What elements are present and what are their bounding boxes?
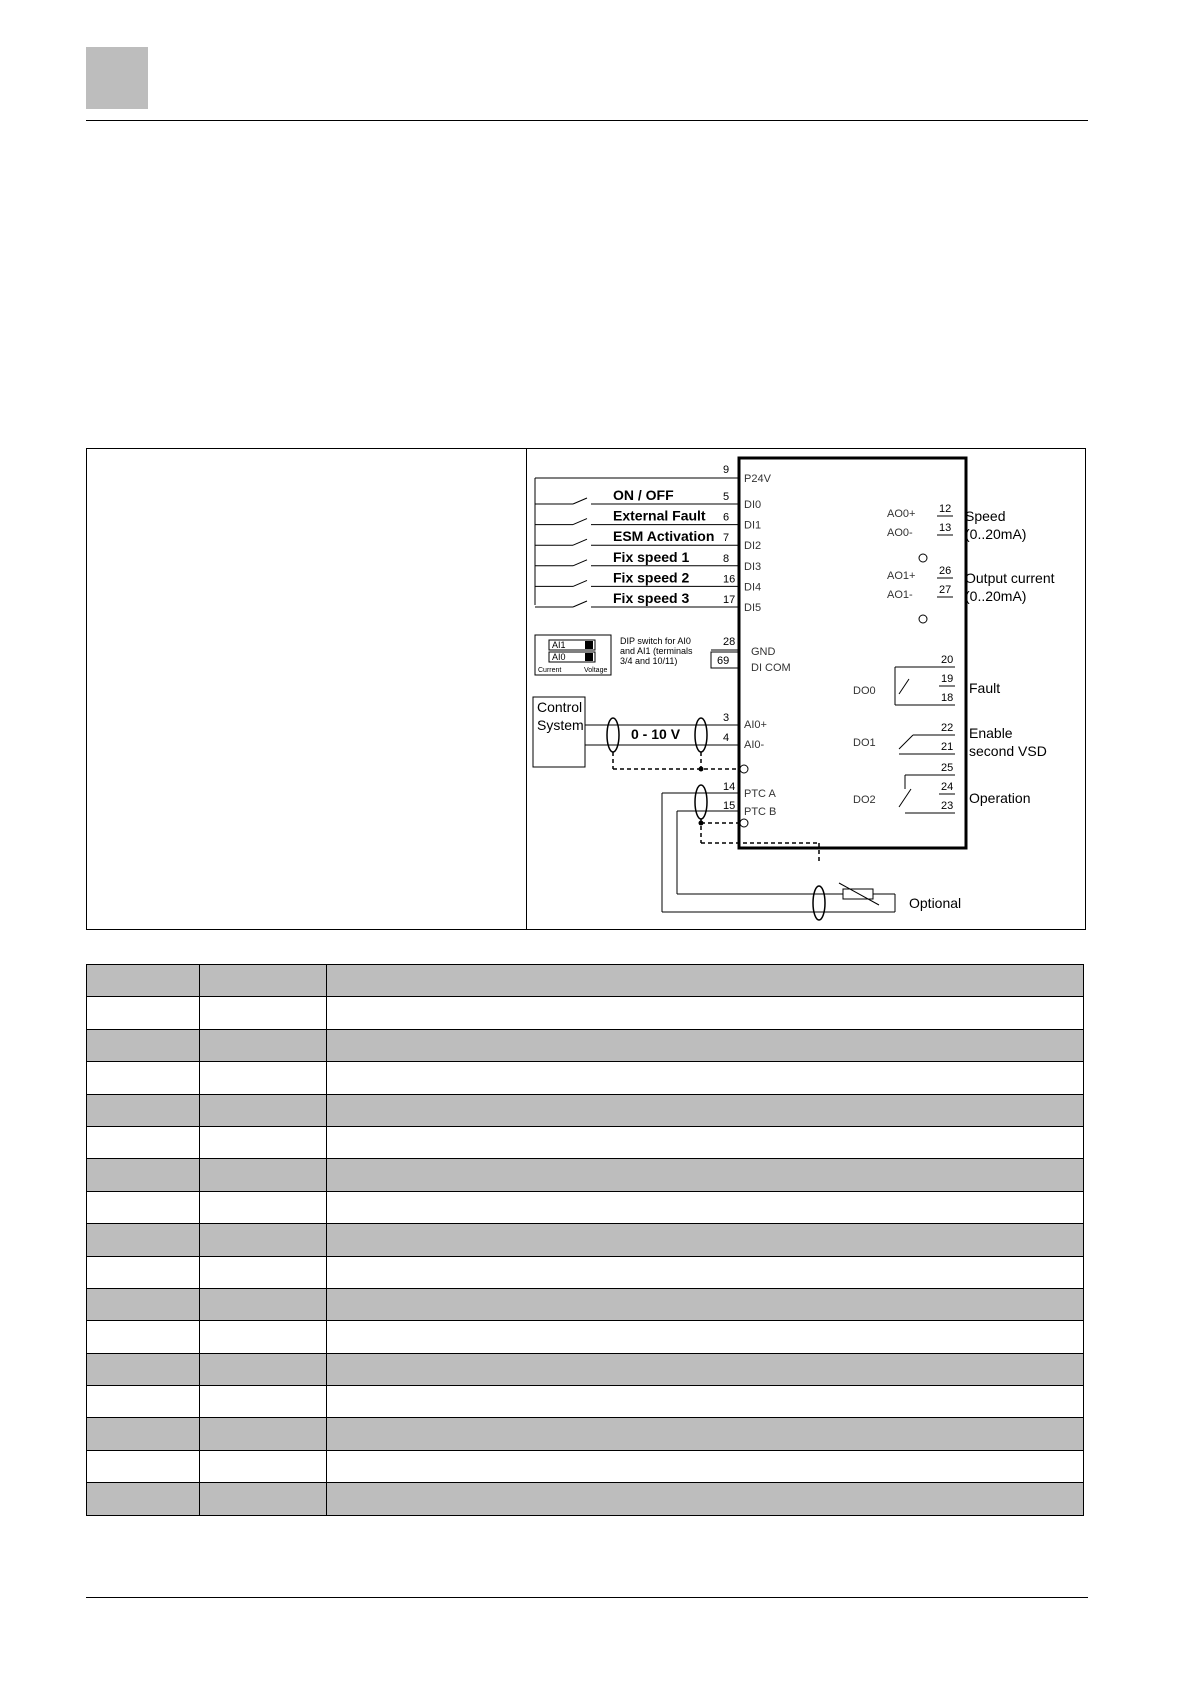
input-terminal: DI4 — [744, 581, 762, 594]
ao0-plus-pin: 12 — [939, 503, 952, 515]
table-row — [87, 1126, 1084, 1158]
table-cell — [87, 1386, 200, 1418]
input-label: Fix speed 3 — [613, 590, 690, 606]
ai-minus-pin: 4 — [723, 732, 730, 744]
input-terminal: DI0 — [744, 499, 762, 511]
table-cell — [87, 1126, 200, 1158]
do0-pin-a: 20 — [941, 654, 954, 666]
table-cell — [200, 1353, 327, 1385]
table-cell — [87, 1256, 200, 1288]
table-cell — [327, 1094, 1084, 1126]
table-row — [87, 1094, 1084, 1126]
table-row — [87, 1029, 1084, 1061]
table-cell — [200, 1191, 327, 1223]
table-cell — [87, 1450, 200, 1482]
dip-note-2: and AI1 (terminals — [620, 646, 693, 656]
table-row — [87, 1256, 1084, 1288]
input-label: ESM Activation — [613, 528, 715, 545]
table-cell — [327, 1126, 1084, 1158]
speed-label-1: Speed — [965, 508, 1006, 524]
table-cell — [87, 1029, 200, 1061]
footer-rule — [86, 1597, 1088, 1598]
gnd-terminal: GND — [751, 646, 776, 658]
table-cell — [200, 1159, 327, 1191]
table-cell — [87, 965, 200, 997]
table-cell — [200, 1256, 327, 1288]
table-cell — [327, 1418, 1084, 1450]
ptc-b-terminal: PTC B — [744, 806, 777, 818]
input-terminal: DI3 — [744, 560, 762, 573]
dip-current: Current — [538, 667, 562, 674]
ptc-b-pin: 15 — [723, 800, 736, 812]
optional-label: Optional — [909, 895, 962, 911]
table-cell — [200, 1126, 327, 1158]
p24v-pin: 9 — [723, 464, 730, 476]
dicom-terminal: DI COM — [751, 662, 791, 674]
table-cell — [327, 1029, 1084, 1061]
table-row — [87, 1450, 1084, 1482]
ptc-a-terminal: PTC A — [744, 788, 776, 800]
table-cell — [200, 1224, 327, 1256]
input-label: Fix speed 2 — [613, 569, 690, 586]
table-cell — [200, 997, 327, 1029]
table-cell — [200, 1386, 327, 1418]
table-cell — [327, 1321, 1084, 1353]
dip-switch — [535, 635, 611, 675]
table-cell — [87, 1094, 200, 1126]
table-cell — [327, 1224, 1084, 1256]
header-logo-block — [86, 47, 148, 109]
input-terminal: DI1 — [744, 519, 762, 532]
input-label: Fix speed 1 — [613, 548, 690, 565]
do2-terminal: DO2 — [853, 794, 876, 806]
dip-note-1: DIP switch for AI0 — [620, 636, 691, 646]
do1-pin-b: 21 — [941, 741, 954, 753]
ao1-minus-pin: 27 — [939, 584, 952, 596]
output-current-label-1: Output current — [965, 570, 1055, 586]
input-pin: 5 — [723, 491, 730, 503]
table-cell — [327, 1191, 1084, 1223]
table-cell — [327, 1483, 1084, 1515]
table-cell — [200, 1288, 327, 1320]
table-cell — [87, 1418, 200, 1450]
table-row — [87, 1288, 1084, 1320]
fault-label: Fault — [969, 680, 1001, 696]
table-cell — [200, 1094, 327, 1126]
ai-plus-pin: 3 — [723, 712, 730, 724]
table-row — [87, 1159, 1084, 1191]
table-cell — [327, 1386, 1084, 1418]
input-terminal: DI5 — [744, 602, 762, 614]
do2-pin-b: 24 — [941, 781, 954, 793]
ao1-plus-terminal: AO1+ — [887, 570, 916, 582]
ai-plus-terminal: AI0+ — [744, 719, 767, 731]
p24v-terminal: P24V — [744, 473, 771, 485]
table-cell — [87, 997, 200, 1029]
do1-pin-a: 22 — [941, 722, 954, 734]
table-cell — [327, 965, 1084, 997]
input-label: External Fault — [613, 507, 706, 524]
ao0-minus-pin: 13 — [939, 522, 952, 534]
table-cell — [200, 1321, 327, 1353]
dip-voltage: Voltage — [584, 667, 608, 674]
ao1-plus-pin: 26 — [939, 565, 952, 577]
ao0-minus-terminal: AO0- — [887, 527, 913, 539]
ptc-a-pin: 14 — [723, 781, 736, 793]
table-row — [87, 1386, 1084, 1418]
table-cell — [200, 1418, 327, 1450]
ai-minus-terminal: AI0- — [744, 739, 765, 751]
table-cell — [87, 1191, 200, 1223]
table-row — [87, 1321, 1084, 1353]
do2-pin-a: 25 — [941, 762, 954, 774]
operation-label: Operation — [969, 790, 1031, 806]
input-pin: 7 — [723, 532, 730, 545]
input-label: ON / OFF — [613, 487, 674, 503]
dip-note-3: 3/4 and 10/11) — [620, 656, 678, 666]
control-wiring-diagram — [87, 449, 1085, 929]
table-row — [87, 1483, 1084, 1515]
do1-terminal: DO1 — [853, 737, 876, 749]
ao1-minus-terminal: AO1- — [887, 589, 913, 601]
table-cell — [327, 1353, 1084, 1385]
input-pin: 6 — [723, 511, 730, 524]
enable-label-1: Enable — [969, 725, 1013, 741]
table-cell — [87, 1483, 200, 1515]
control-system-label-2: System — [537, 717, 584, 733]
table-cell — [327, 1288, 1084, 1320]
do0-pin-b: 19 — [941, 673, 954, 685]
table-row — [87, 997, 1084, 1029]
wiring-diagram-frame — [86, 448, 1086, 930]
table-cell — [87, 1062, 200, 1094]
table-row — [87, 1353, 1084, 1385]
speed-label-2: (0..20mA) — [965, 526, 1027, 542]
table-cell — [327, 1062, 1084, 1094]
digital-inputs — [535, 487, 761, 614]
table-cell — [87, 1353, 200, 1385]
gnd-pin: 28 — [723, 636, 736, 648]
control-system-label-1: Control — [537, 699, 583, 715]
enable-label-2: second VSD — [969, 743, 1047, 759]
table-row — [87, 1224, 1084, 1256]
input-pin: 17 — [723, 594, 736, 606]
table-cell — [87, 1159, 200, 1191]
input-terminal: DI2 — [744, 540, 762, 553]
terminal-table — [86, 964, 1084, 1516]
table-row — [87, 1191, 1084, 1223]
ao0-plus-terminal: AO0+ — [887, 508, 916, 520]
table-cell — [200, 1450, 327, 1482]
table-cell — [327, 1159, 1084, 1191]
table-cell — [200, 1062, 327, 1094]
dip-ai0: AI0 — [552, 652, 566, 662]
table-row — [87, 965, 1084, 997]
input-pin: 16 — [723, 573, 736, 586]
table-cell — [200, 1029, 327, 1061]
table-cell — [200, 1483, 327, 1515]
table-cell — [87, 1288, 200, 1320]
dicom-pin: 69 — [717, 655, 730, 667]
table-cell — [200, 965, 327, 997]
table-cell — [327, 997, 1084, 1029]
input-pin: 8 — [723, 552, 730, 565]
header-rule — [86, 120, 1088, 121]
do0-pin-c: 18 — [941, 692, 954, 704]
table-cell — [327, 1450, 1084, 1482]
dip-ai1: AI1 — [552, 640, 566, 650]
table-cell — [87, 1224, 200, 1256]
output-current-label-2: (0..20mA) — [965, 588, 1027, 604]
table-row — [87, 1418, 1084, 1450]
table-cell — [327, 1256, 1084, 1288]
do2-pin-c: 23 — [941, 800, 954, 812]
table-row — [87, 1062, 1084, 1094]
table-cell — [87, 1321, 200, 1353]
do0-terminal: DO0 — [853, 685, 876, 697]
analog-input-label: 0 - 10 V — [631, 726, 681, 742]
